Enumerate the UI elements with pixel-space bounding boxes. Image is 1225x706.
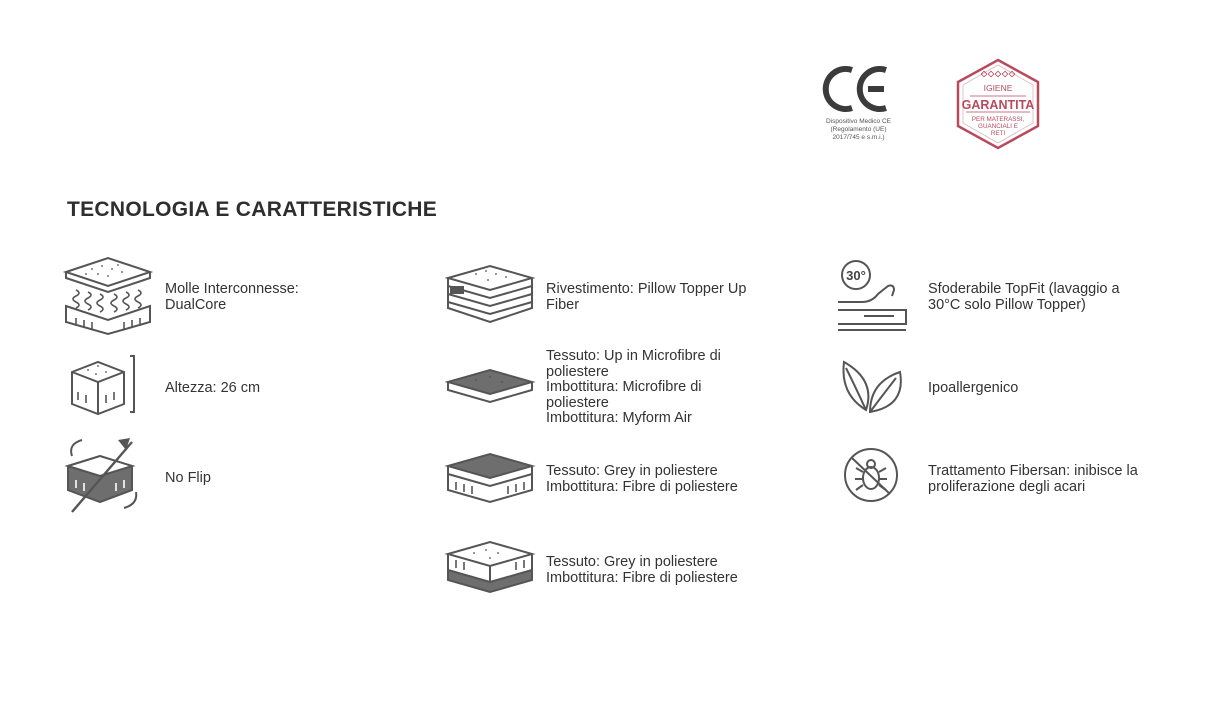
feature-grey-top-text: Tessuto: Grey in poliestere Imbottitura: Fibre di poliestere <box>546 463 738 495</box>
hexagon-badge-icon <box>954 58 1042 150</box>
wash-temp-label: 30° <box>846 268 866 283</box>
feature-noflip-text: No Flip <box>165 470 211 486</box>
anti-mite-icon <box>842 446 900 509</box>
badge-line3: PER MATERASSI, <box>971 116 1025 123</box>
wash-30-icon <box>834 258 910 339</box>
feature-wash-text: Sfoderabile TopFit (lavaggio a 30°C solo Pillow Topper) <box>928 281 1120 313</box>
feature-hypoallergenic-text: Ipoallergenico <box>928 380 1019 396</box>
hygiene-badge <box>954 58 1042 150</box>
ce-caption: Dispositivo Medico CE (Regolamento (UE) 2017/745 e s.m.i.) <box>825 118 892 141</box>
section-title: TECNOLOGIA E CARATTERISTICHE <box>67 198 438 221</box>
badge-line2: GARANTITA <box>961 98 1035 112</box>
grey-bottom-mattress-icon <box>444 540 536 601</box>
mattress-height-icon <box>68 352 138 423</box>
feature-grey-bottom-text: Tessuto: Grey in poliestere Imbottitura: Fibre di poliestere <box>546 554 738 586</box>
badge-line4: GUANCIALI E <box>978 123 1018 130</box>
ce-mark-icon <box>824 62 890 116</box>
feature-antimite-text: Trattamento Fibersan: inibisce la proliferazione degli acari <box>928 463 1138 495</box>
badge-line5: RETI <box>990 130 1006 137</box>
no-flip-icon <box>62 436 142 523</box>
pillow-topper-icon <box>444 262 536 333</box>
leaves-icon <box>840 356 904 421</box>
feature-fabric-text: Tessuto: Up in Microfibre di poliestere Imbottitura: Microfibre di poliestere Imbottitura: Myform Air <box>546 348 721 426</box>
springs-mattress-icon <box>62 254 154 341</box>
grey-top-mattress-icon <box>444 452 536 511</box>
badge-line1: IGIENE <box>983 83 1013 93</box>
feature-springs-text: Molle Interconnesse: DualCore <box>165 281 299 313</box>
fabric-layer-icon <box>444 368 536 413</box>
feature-topper-text: Rivestimento: Pillow Topper Up Fiber <box>546 281 747 313</box>
ce-mark <box>824 62 890 116</box>
feature-height-text: Altezza: 26 cm <box>165 380 261 396</box>
